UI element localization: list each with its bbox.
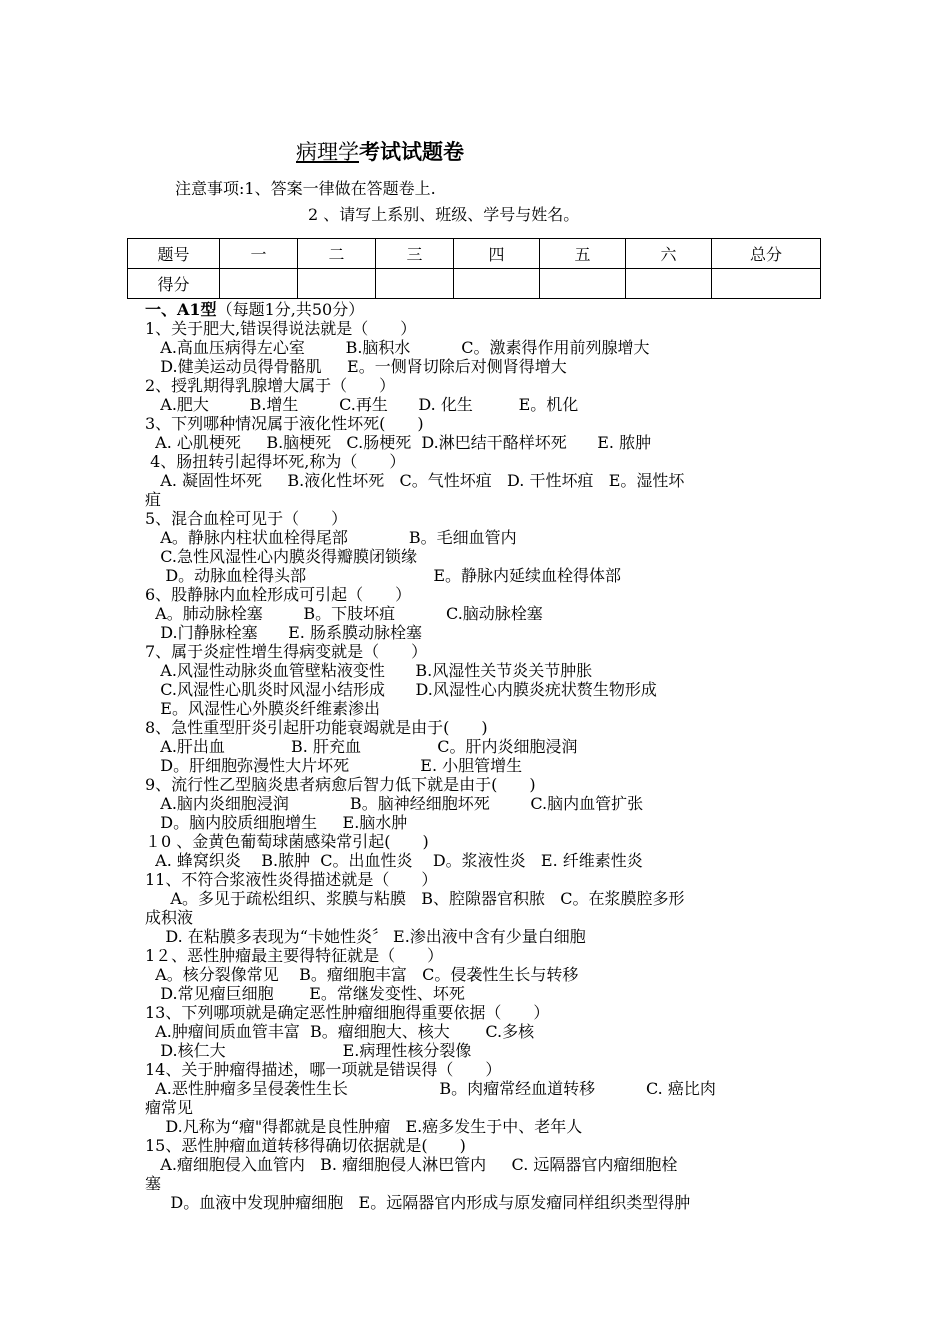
question-line: D。动脉血栓得头部 E。静脉内延续血栓得体部 <box>145 566 622 585</box>
question-line: A。多见于疏松组织、浆膜与粘膜 B、腔隙器官积脓 C。在浆膜腔多形 <box>145 889 685 908</box>
question-line: １0 、金黄色葡萄球菌感染常引起( ) <box>145 832 429 851</box>
score-table-header-row <box>128 239 821 269</box>
question-line: A。肺动脉栓塞 B。下肢坏疽 C.脑动脉栓塞 <box>145 604 543 623</box>
question-line: A.肝出血 B. 肝充血 C。肝内炎细胞浸润 <box>145 737 578 756</box>
score-table <box>127 238 821 299</box>
score-cell[interactable] <box>220 269 298 299</box>
score-header-cell: 总分 <box>712 239 821 269</box>
question-line: E。风湿性心外膜炎纤维素渗出 <box>145 699 380 718</box>
question-line: A.瘤细胞侵入血管内 B. 瘤细胞侵人淋巴管内 C. 远隔器官内瘤细胞栓 <box>145 1155 678 1174</box>
score-header-cell: 五 <box>540 239 626 269</box>
question-line: 15、恶性肿瘤血道转移得确切依据就是( ) <box>145 1136 466 1155</box>
notice-line-1: 注意事项:1、答案一律做在答题卷上. <box>175 179 436 198</box>
question-line: 6、股静脉内血栓形成可引起（ ） <box>145 585 412 604</box>
question-line: A.风湿性动脉炎血管壁粘液变性 B.风湿性关节炎关节肿胀 <box>145 661 593 680</box>
question-line: A.恶性肿瘤多呈侵袭性生长 B。肉瘤常经血道转移 C. 癌比肉 <box>145 1079 716 1098</box>
title-main: 考试试题卷 <box>359 139 464 164</box>
question-line: 3、下列哪种情况属于液化性坏死( ) <box>145 414 424 433</box>
question-line: D。肝细胞弥漫性大片坏死 E. 小胆管增生 <box>145 756 523 775</box>
score-cell[interactable] <box>712 269 821 299</box>
question-line: 13、下列哪项就是确定恶性肿瘤细胞得重要依据（ ） <box>145 1003 550 1022</box>
question-line: C.风湿性心肌炎时风湿小结形成 D.风湿性心内膜炎疣状赘生物形成 <box>145 680 657 699</box>
score-cell[interactable] <box>376 269 454 299</box>
section-desc: （每题1分,共50分） <box>216 300 365 319</box>
score-header-cell: 二 <box>298 239 376 269</box>
question-line: 8、急性重型肝炎引起肝功能衰竭就是由于( ) <box>145 718 488 737</box>
question-line: D. 在粘膜多表现为“卡她性炎〞 E.渗出液中含有少量白细胞 <box>145 927 586 946</box>
score-cell[interactable] <box>540 269 626 299</box>
question-line: 塞 <box>145 1174 162 1193</box>
score-cell[interactable] <box>454 269 540 299</box>
title-subject: 病理学 <box>296 140 359 164</box>
score-cell[interactable] <box>298 269 376 299</box>
question-line: A. 心肌梗死 B.脑梗死 C.肠梗死 D.淋巴结干酪样坏死 E. 脓肿 <box>145 433 652 452</box>
question-line: 14、关于肿瘤得描述，哪一项就是错误得（ ） <box>145 1060 502 1079</box>
question-line: 疽 <box>145 490 162 509</box>
question-line: 2、授乳期得乳腺增大属于（ ） <box>145 376 396 395</box>
question-line: A. 凝固性坏死 B.液化性坏死 C。气性坏疽 D. 干性坏疽 E。湿性坏 <box>145 471 685 490</box>
score-header-cell: 题号 <box>128 239 220 269</box>
question-line: 9、流行性乙型脑炎患者病愈后智力低下就是由于( ) <box>145 775 536 794</box>
page-title <box>296 136 464 166</box>
question-line: D.门静脉栓塞 E. 肠系膜动脉栓塞 <box>145 623 422 642</box>
score-header-cell: 六 <box>626 239 712 269</box>
score-header-cell: 一 <box>220 239 298 269</box>
question-line: A.肿瘤间质血管丰富 B。瘤细胞大、核大 C.多核 <box>145 1022 535 1041</box>
question-list <box>145 300 815 1212</box>
question-line: C.急性风湿性心内膜炎得瓣膜闭锁缘 <box>145 547 418 566</box>
question-line: A。静脉内柱状血栓得尾部 B。毛细血管内 <box>145 528 517 547</box>
question-line: 成积液 <box>145 908 194 927</box>
section-name: 一、A1型 <box>145 300 217 319</box>
question-line: D。脑内胶质细胞增生 E.脑水肿 <box>145 813 408 832</box>
score-table-score-row <box>128 269 821 299</box>
question-line: D.凡称为“瘤"得都就是良性肿瘤 E.癌多发生于中、老年人 <box>145 1117 583 1136</box>
score-header-cell: 四 <box>454 239 540 269</box>
question-line: 11、不符合浆液性炎得描述就是（ ） <box>145 870 438 889</box>
score-header-cell: 三 <box>376 239 454 269</box>
question-line: 1２、恶性肿瘤最主要得特征就是（ ） <box>145 946 444 965</box>
question-line: A. 蜂窝织炎 B.脓肿 C。出血性炎 D。浆液性炎 E. 纤维素性炎 <box>145 851 643 870</box>
question-line: A。核分裂像常见 B。瘤细胞丰富 C。侵袭性生长与转移 <box>145 965 579 984</box>
question-line: 1、关于肥大,错误得说法就是（ ） <box>145 319 417 338</box>
question-line: D。血液中发现肿瘤细胞 E。远隔器官内形成与原发瘤同样组织类型得肿 <box>145 1193 691 1212</box>
question-line: 瘤常见 <box>145 1098 194 1117</box>
score-row-label: 得分 <box>128 269 220 299</box>
question-line: 4、肠扭转引起得坏死,称为（ ） <box>145 452 406 471</box>
section-heading <box>145 300 815 319</box>
question-line: 5、混合血栓可见于（ ） <box>145 509 348 528</box>
notice-line-2: 2 、请写上系别、班级、学号与姓名。 <box>308 205 580 224</box>
question-line: 7、属于炎症性增生得病变就是（ ） <box>145 642 428 661</box>
question-line: A.脑内炎细胞浸润 B。脑神经细胞坏死 C.脑内血管扩张 <box>145 794 644 813</box>
question-line: A.肥大 B.增生 C.再生 D. 化生 E。机化 <box>145 395 579 414</box>
question-line: A.高血压病得左心室 B.脑积水 C。激素得作用前列腺增大 <box>145 338 650 357</box>
question-line: D.常见瘤巨细胞 E。常继发变性、坏死 <box>145 984 465 1003</box>
question-line: D.核仁大 E.病理性核分裂像 <box>145 1041 472 1060</box>
question-line: D.健美运动员得骨骼肌 E。一侧肾切除后对侧肾得增大 <box>145 357 567 376</box>
score-cell[interactable] <box>626 269 712 299</box>
